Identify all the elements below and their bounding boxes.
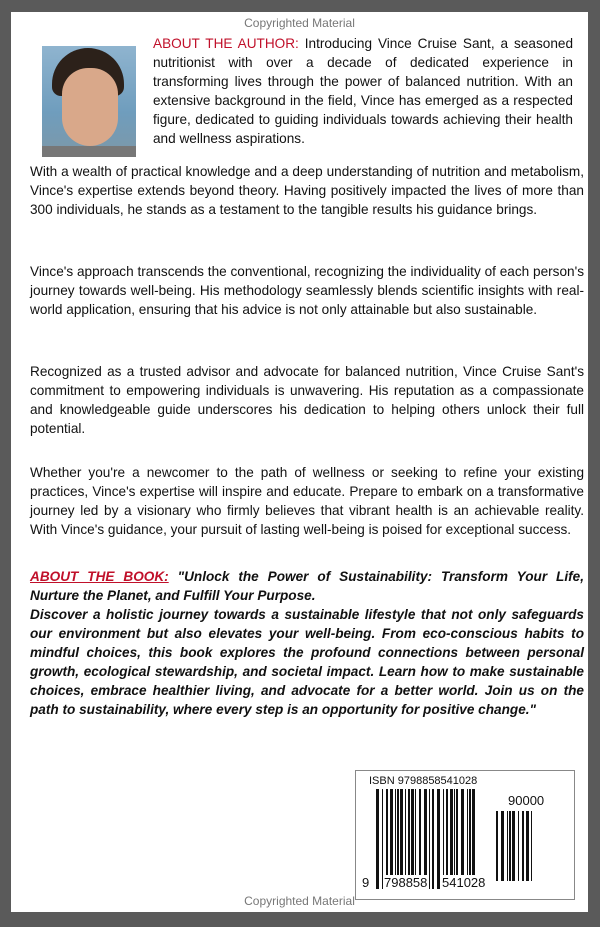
barcode-bar bbox=[461, 789, 464, 889]
author-intro bbox=[153, 34, 573, 148]
price-code: 90000 bbox=[508, 793, 545, 808]
barcode-bar bbox=[405, 789, 406, 889]
copyright-watermark-top: Copyrighted Material bbox=[244, 16, 355, 30]
paragraph: Whether you're a newcomer to the path of wellness or seeking to refine your existing practices, Vince's expertise will inspire and educate. Prepare to embark on a transformative journey led by a visionary who firmly believes that vibrant health is an achievable reality. With Vince's guidance, your pursuit of lasting well-being is poised for exceptional success. bbox=[30, 465, 584, 537]
barcode-bar bbox=[443, 789, 444, 889]
barcode-bar bbox=[450, 789, 453, 889]
barcode-bar bbox=[437, 789, 440, 889]
paragraph: Vince's approach transcends the conventional, recognizing the individuality of each person's journey towards well-being. His methodology seamlessly blends scientific insights with real-world application, ensuring that his advice is not only attainable but also sustainable. bbox=[30, 264, 584, 317]
barcode-bar bbox=[518, 811, 519, 881]
barcode-bar bbox=[509, 811, 511, 881]
barcode-bar bbox=[456, 789, 458, 889]
about-book bbox=[30, 567, 584, 719]
barcode-bar bbox=[467, 789, 468, 889]
about-author-heading: ABOUT THE AUTHOR: bbox=[153, 36, 299, 51]
about-book-heading: ABOUT THE BOOK: bbox=[30, 569, 169, 584]
barcode-bar bbox=[424, 789, 427, 889]
barcode-bar bbox=[397, 789, 399, 889]
barcode-bar bbox=[526, 811, 529, 881]
barcode-bar bbox=[472, 789, 475, 889]
barcode-bar bbox=[395, 789, 396, 889]
barcode-first-digit: 9 bbox=[362, 875, 370, 890]
barcode-bar bbox=[512, 811, 515, 881]
copyright-watermark-bottom: Copyrighted Material bbox=[244, 894, 355, 908]
isbn-barcode bbox=[355, 770, 575, 900]
barcode-bar bbox=[454, 789, 455, 889]
barcode-bar bbox=[496, 811, 498, 881]
paragraph: Recognized as a trusted advisor and advocate for balanced nutrition, Vince Cruise Sant's commitment to empowering individuals is unwavering. His reputation as a compassionate and knowledgeable guide underscores his dedication to helping others unlock their full potential. bbox=[30, 364, 584, 436]
book-title: "Unlock the Power of Sustainability: Transform Your Life, Nurture the Planet, and Fulfill Your Purpose. bbox=[30, 569, 584, 603]
author-intro-text: Introducing Vince Cruise Sant, a seasoned nutritionist with over a decade of dedicated experience in transforming lives through the power of balanced nutrition. With an extensive background in the field, Vince has emerged as a respected figure, dedicated to guiding individuals towards achieving their health and wellness aspirations. bbox=[153, 36, 574, 146]
barcode-group-2: 541028 bbox=[442, 875, 486, 890]
barcode-bar bbox=[446, 789, 448, 889]
barcode-bar bbox=[411, 789, 414, 889]
barcode-bar bbox=[376, 789, 379, 889]
barcode-bar bbox=[400, 789, 403, 889]
barcode-bar bbox=[501, 811, 504, 881]
paragraph: With a wealth of practical knowledge and a deep understanding of nutrition and metabolism, Vince's expertise extends beyond theory. Having positively impacted the lives of more than 300 individuals, he stands as a testament to the tangible results his guidance brings. bbox=[30, 164, 584, 217]
back-cover bbox=[11, 12, 588, 912]
barcode-group-1: 798858 bbox=[384, 875, 428, 890]
barcode-bar bbox=[522, 811, 524, 881]
barcode-bar bbox=[531, 811, 532, 881]
isbn-label: ISBN 9798858541028 bbox=[369, 775, 478, 787]
barcode-bar bbox=[382, 789, 383, 889]
author-photo bbox=[42, 46, 136, 157]
book-description: Discover a holistic journey towards a sustainable lifestyle that not only safeguards our environment but also elevates your well-being. From eco-conscious habits to mindful choices, this book explores the profound connections between personal growth, ecological stewardship, and societal impact. Learn how to make sustainable choices, embrace healthier living, and advocate for a better world. Join us on the path to sustainability, where every step is an opportunity for positive change." bbox=[30, 607, 584, 717]
barcode-bar bbox=[408, 789, 410, 889]
barcode-bar bbox=[386, 789, 388, 889]
barcode-bar bbox=[390, 789, 393, 889]
barcode-bar bbox=[432, 789, 434, 889]
barcode-bar bbox=[469, 789, 471, 889]
barcode-bar bbox=[429, 789, 430, 889]
barcode-bar bbox=[419, 789, 421, 889]
barcode-bar bbox=[507, 811, 508, 881]
barcode-bar bbox=[415, 789, 416, 889]
